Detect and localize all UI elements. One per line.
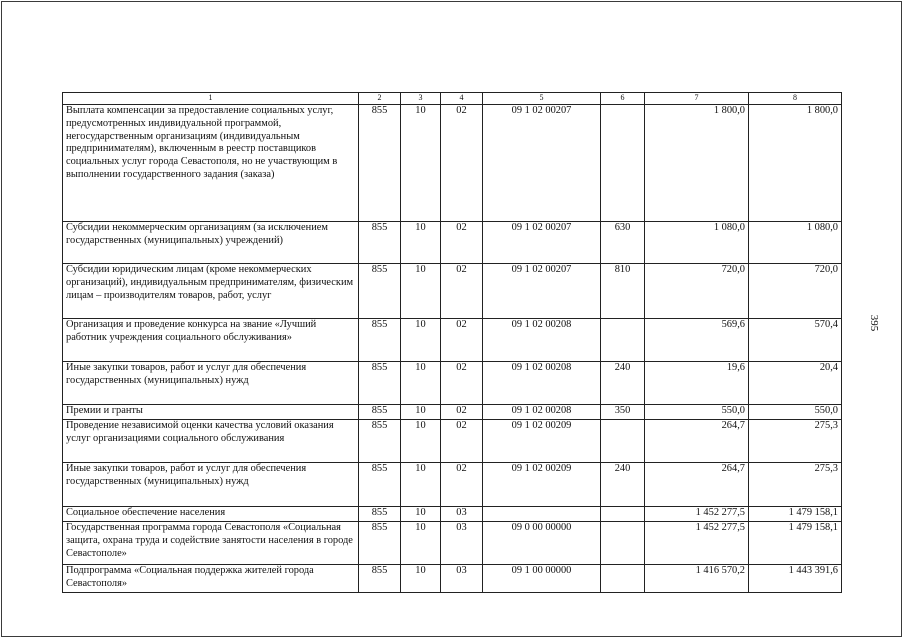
row-sum-col8: 550,0 xyxy=(749,405,842,420)
row-sum-col7: 1 452 277,5 xyxy=(645,507,749,522)
row-target-article: 09 1 02 00207 xyxy=(483,222,601,264)
row-section: 10 xyxy=(401,105,441,222)
row-section: 10 xyxy=(401,463,441,507)
row-section: 10 xyxy=(401,362,441,405)
row-target-article: 09 1 02 00208 xyxy=(483,362,601,405)
header-cell: 3 xyxy=(401,93,441,105)
row-name: Государственная программа города Севастополя «Социальная защита, охрана труда и содействие занятости населения в городе Севастополе» xyxy=(63,522,359,565)
table-row xyxy=(63,405,842,420)
row-expense-type xyxy=(601,565,645,593)
table-row xyxy=(63,507,842,522)
header-cell: 1 xyxy=(63,93,359,105)
budget-table xyxy=(62,92,842,593)
row-name: Иные закупки товаров, работ и услуг для обеспечения государственных (муниципальных) нужд xyxy=(63,362,359,405)
header-cell: 8 xyxy=(749,93,842,105)
row-subsection: 02 xyxy=(441,463,483,507)
row-sum-col8: 275,3 xyxy=(749,463,842,507)
row-section: 10 xyxy=(401,264,441,319)
row-expense-type: 240 xyxy=(601,362,645,405)
row-target-article: 09 1 02 00207 xyxy=(483,105,601,222)
header-cell: 5 xyxy=(483,93,601,105)
row-section: 10 xyxy=(401,222,441,264)
row-sum-col7: 720,0 xyxy=(645,264,749,319)
row-name: Иные закупки товаров, работ и услуг для обеспечения государственных (муниципальных) нужд xyxy=(63,463,359,507)
row-sum-col7: 264,7 xyxy=(645,420,749,463)
row-sum-col8: 1 443 391,6 xyxy=(749,565,842,593)
row-name: Проведение независимой оценки качества условий оказания услуг организациями социального обслуживания xyxy=(63,420,359,463)
row-target-article: 09 1 02 00209 xyxy=(483,420,601,463)
row-expense-type xyxy=(601,420,645,463)
row-section: 10 xyxy=(401,319,441,362)
row-expense-type xyxy=(601,105,645,222)
row-target-article: 09 1 00 00000 xyxy=(483,565,601,593)
row-sum-col8: 1 479 158,1 xyxy=(749,507,842,522)
row-sum-col8: 720,0 xyxy=(749,264,842,319)
row-expense-type: 810 xyxy=(601,264,645,319)
row-name: Социальное обеспечение населения xyxy=(63,507,359,522)
row-subsection: 02 xyxy=(441,222,483,264)
row-sum-col8: 275,3 xyxy=(749,420,842,463)
table-row xyxy=(63,463,842,507)
row-subsection: 02 xyxy=(441,420,483,463)
row-subsection: 02 xyxy=(441,362,483,405)
row-section: 10 xyxy=(401,522,441,565)
row-target-article: 09 1 02 00207 xyxy=(483,264,601,319)
header-cell: 2 xyxy=(359,93,401,105)
row-target-article xyxy=(483,507,601,522)
row-grbs: 855 xyxy=(359,463,401,507)
row-sum-col8: 20,4 xyxy=(749,362,842,405)
row-expense-type: 240 xyxy=(601,463,645,507)
row-sum-col7: 1 416 570,2 xyxy=(645,565,749,593)
table-row xyxy=(63,222,842,264)
row-name: Субсидии юридическим лицам (кроме некоммерческих организаций), индивидуальным предпринимателям, физическим лицам – производителям товаров, работ, услуг xyxy=(63,264,359,319)
row-expense-type xyxy=(601,522,645,565)
row-grbs: 855 xyxy=(359,405,401,420)
row-sum-col7: 1 800,0 xyxy=(645,105,749,222)
row-target-article: 09 1 02 00209 xyxy=(483,463,601,507)
row-target-article: 09 1 02 00208 xyxy=(483,319,601,362)
row-grbs: 855 xyxy=(359,319,401,362)
page-number: 395 xyxy=(868,314,880,332)
table-row xyxy=(63,420,842,463)
table-row xyxy=(63,362,842,405)
row-section: 10 xyxy=(401,565,441,593)
row-grbs: 855 xyxy=(359,522,401,565)
row-subsection: 03 xyxy=(441,522,483,565)
row-expense-type xyxy=(601,319,645,362)
table-row xyxy=(63,522,842,565)
row-grbs: 855 xyxy=(359,264,401,319)
row-sum-col8: 1 080,0 xyxy=(749,222,842,264)
row-subsection: 02 xyxy=(441,405,483,420)
row-sum-col8: 1 800,0 xyxy=(749,105,842,222)
row-subsection: 02 xyxy=(441,105,483,222)
row-name: Субсидии некоммерческим организациям (за исключением государственных (муниципальных) учреждений) xyxy=(63,222,359,264)
row-subsection: 03 xyxy=(441,565,483,593)
row-subsection: 03 xyxy=(441,507,483,522)
row-grbs: 855 xyxy=(359,507,401,522)
row-subsection: 02 xyxy=(441,319,483,362)
row-grbs: 855 xyxy=(359,420,401,463)
row-section: 10 xyxy=(401,420,441,463)
row-expense-type: 350 xyxy=(601,405,645,420)
row-sum-col7: 569,6 xyxy=(645,319,749,362)
row-section: 10 xyxy=(401,507,441,522)
row-grbs: 855 xyxy=(359,105,401,222)
row-sum-col8: 1 479 158,1 xyxy=(749,522,842,565)
row-sum-col7: 264,7 xyxy=(645,463,749,507)
header-row xyxy=(63,93,842,105)
header-cell: 6 xyxy=(601,93,645,105)
row-grbs: 855 xyxy=(359,565,401,593)
row-sum-col7: 1 452 277,5 xyxy=(645,522,749,565)
row-name: Премии и гранты xyxy=(63,405,359,420)
row-sum-col8: 570,4 xyxy=(749,319,842,362)
row-name: Организация и проведение конкурса на звание «Лучший работник учреждения социального обслуживания» xyxy=(63,319,359,362)
row-grbs: 855 xyxy=(359,362,401,405)
table-row xyxy=(63,105,842,222)
row-target-article: 09 1 02 00208 xyxy=(483,405,601,420)
header-cell: 4 xyxy=(441,93,483,105)
row-expense-type xyxy=(601,507,645,522)
row-subsection: 02 xyxy=(441,264,483,319)
row-expense-type: 630 xyxy=(601,222,645,264)
table-row xyxy=(63,264,842,319)
row-sum-col7: 550,0 xyxy=(645,405,749,420)
header-cell: 7 xyxy=(645,93,749,105)
row-sum-col7: 19,6 xyxy=(645,362,749,405)
table-row xyxy=(63,319,842,362)
row-section: 10 xyxy=(401,405,441,420)
row-target-article: 09 0 00 00000 xyxy=(483,522,601,565)
row-sum-col7: 1 080,0 xyxy=(645,222,749,264)
row-name: Выплата компенсации за предоставление социальных услуг, предусмотренных индивидуальной программой, негосударственным организациям (индивидуальным предпринимателям), включенным в реестр поставщиков социальных услуг города Севастополя, но не участвующим в выполнении государственного задания (заказа) xyxy=(63,105,359,222)
row-name: Подпрограмма «Социальная поддержка жителей города Севастополя» xyxy=(63,565,359,593)
row-grbs: 855 xyxy=(359,222,401,264)
table-row xyxy=(63,565,842,593)
